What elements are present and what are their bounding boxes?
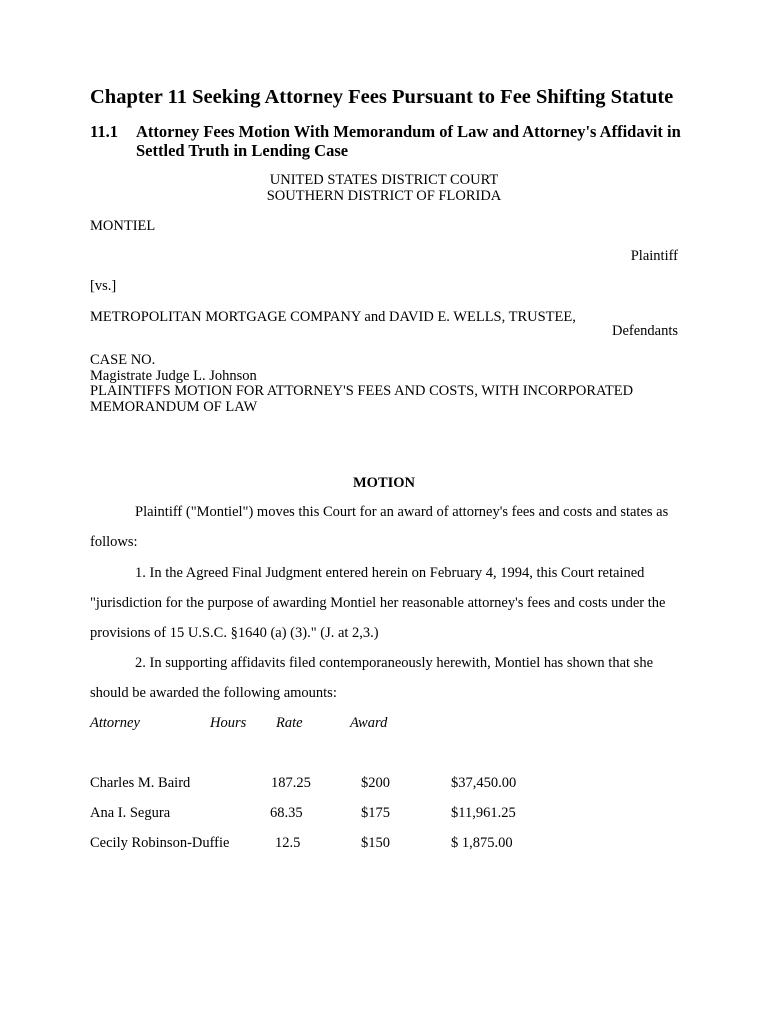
- intro-text: Plaintiff ("Montiel") moves this Court for an award of attorney's fees and costs and states as follows:: [90, 504, 669, 550]
- plaintiff-label: Plaintiff: [630, 248, 678, 264]
- chapter-title: Chapter 11 Seeking Attorney Fees Pursuant to Fee Shifting Statute: [90, 86, 674, 108]
- paragraph-1-text: 1. In the Agreed Final Judgment entered herein on February 4, 1994, this Court retained "jurisdiction for the purpose of awarding Montiel her reasonable attorney's fees and costs under the provisions of 15 U.S.C. §1640 (a) (3)." (J. at 2,3.): [90, 565, 666, 641]
- cell-attorney: Cecily Robinson-Duffie: [90, 835, 230, 851]
- defendants-label: Defendants: [611, 323, 678, 339]
- paragraph-2-text: 2. In supporting affidavits filed contemporaneously herewith, Montiel has shown that she should be awarded the following amounts:: [90, 655, 654, 701]
- case-number: CASE NO.: [90, 352, 156, 368]
- section-title: Attorney Fees Motion With Memorandum of Law and Attorney's Affidavit in Settled Truth in Lending Case: [136, 122, 681, 160]
- paragraph-1: [90, 558, 690, 648]
- court-name: UNITED STATES DISTRICT COURT: [269, 172, 499, 188]
- cell-hours: 68.35: [270, 805, 303, 821]
- cell-rate: $200: [361, 775, 390, 791]
- case-info: [90, 353, 633, 415]
- cell-attorney: Ana I. Segura: [90, 805, 171, 821]
- motion-title-line1: PLAINTIFFS MOTION FOR ATTORNEY'S FEES AND COSTS, WITH INCORPORATED: [90, 383, 634, 399]
- plaintiff-name: MONTIEL: [90, 218, 156, 234]
- paragraph-2: [90, 648, 690, 708]
- intro-paragraph: [90, 497, 690, 557]
- cell-hours: 12.5: [275, 835, 301, 851]
- header-hours: Hours: [210, 715, 247, 731]
- cell-attorney: Charles M. Baird: [90, 775, 191, 791]
- defendants-names: METROPOLITAN MORTGAGE COMPANY and DAVID E. WELLS, TRUSTEE,: [90, 309, 576, 325]
- motion-title-line2: MEMORANDUM OF LAW: [90, 398, 258, 415]
- cell-award: $11,961.25: [451, 805, 516, 821]
- header-award: Award: [350, 715, 388, 731]
- cell-rate: $175: [361, 805, 390, 821]
- cell-rate: $150: [361, 835, 390, 851]
- header-attorney: Attorney: [90, 715, 140, 731]
- section-number: 11.1: [90, 122, 118, 141]
- motion-heading: MOTION: [352, 475, 416, 491]
- header-rate: Rate: [276, 715, 303, 731]
- magistrate-judge: Magistrate Judge L. Johnson: [90, 367, 257, 384]
- court-district: SOUTHERN DISTRICT OF FLORIDA: [266, 188, 502, 204]
- cell-award: $37,450.00: [451, 775, 517, 791]
- versus-label: [vs.]: [90, 278, 117, 294]
- cell-award: $ 1,875.00: [451, 835, 513, 851]
- cell-hours: 187.25: [271, 775, 311, 791]
